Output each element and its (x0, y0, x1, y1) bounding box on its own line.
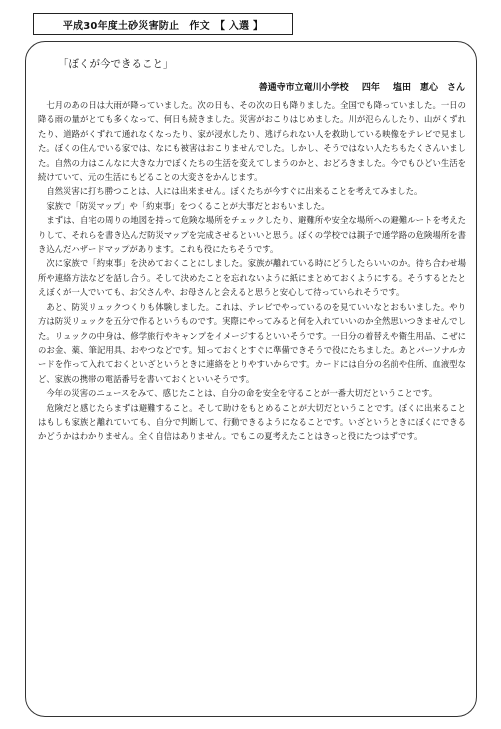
author-line (259, 80, 465, 93)
paragraph: 今年の災害のニュースをみて、感じたことは、自分の命を安全を守ることが一番大切だということです。 (46, 388, 438, 399)
paragraph: 自然災害に打ち勝つことは、人には出来ません。ぼくたちが今すぐに出来ることを考えてみました。 (46, 186, 423, 197)
school-name: 善通寺市立竜川小学校 (258, 83, 349, 93)
grade: 四年 (361, 83, 380, 93)
document-header (33, 13, 293, 35)
paragraph: 家族で「防災マップ」や「約束事」をつくることが大事だとおもいました。 (46, 200, 330, 211)
paragraph: 次に家族で「約束事」を決めておくことにしました。家族が離れている時にどうしたらいいのか。待ち合わせ場所や連絡方法などを話し合う。そして決めたことを忘れないように紙にまとめておくようにする。そうするとたとえぼくが一人でいても、お父さんや、お母さんと会えると思うと安心して待っていられそうです。 (38, 258, 466, 298)
paragraph: 危険だと感じたらまずは避難すること。そして助けをもとめることが大切だということです。ぼくに出来ることはもしも家族と離れていても、自分で判断して、行動できるようになることです。いざというときにぼくにできるかどうかはわかりません。全く自信はありません。でもこの夏考えたことはきっと役にたつはずです。 (38, 402, 466, 442)
paragraph: 七月のあの日は大雨が降っていました。次の日も、その次の日も降りました。全国でも降っていました。一日の降る雨の量がとても多くなって、何日も続きました。災害がおこりはじめました。川が氾らんしたり、山がくずれたり、道路がくずれて通れなくなったり、家が浸水したり、逃げられない人を救助している映像をテレビで見ました。ぼくの住んでいる家では、なにも被害はおこりませんでした。しかし、そうではない人たちもたくさんいました。自然の力はこんなに大きな力でぼくたちの生活を変えてしまうのかと、おどろきました。今でもひどい生活を続けていて、元の生活にもどることの大変さをかんじます。 (38, 100, 466, 183)
essay-body (38, 98, 466, 444)
paragraph: あと、防災リュックつくりも体験しました。これは、テレビでやっているのを見ていいなとおもいました。やり方は防災リュックを五分で作るというものです。実際にやってみると何を入れていいのか全然思いつきませんでした。リュックの中身は、修学旅行やキャンプをイメージするといいそうです。一日分の着替えや衛生用品、こぜにのお金、薬、筆記用具、おやつなどです。知っておくとすぐに準備できそうで役にたちました。あとパーソナルカードを作って入れておくといざというときに連絡をとりやすいからです。カードには自分の名前や住所、血液型など、家族の携帯の電話番号を書いておくといいそうです。 (38, 301, 467, 384)
essay-title: 「ぼくが今できること」 (58, 58, 174, 70)
author-name: 塩田 恵心 さん (392, 83, 465, 93)
paragraph: まずは、自宅の周りの地図を持って危険な場所をチェックしたり、避難所や安全な場所への避難ルートを考えたりして、それらを書き込んだ防災マップを完成させるといいと思う。ぼくの学校では親子で通学路の危険場所を書き込んだハザードマップがあります。これも役にたちそうです。 (38, 215, 466, 255)
header-title: 平成30年度土砂災害防止 作文 【 入選 】 (62, 20, 264, 32)
